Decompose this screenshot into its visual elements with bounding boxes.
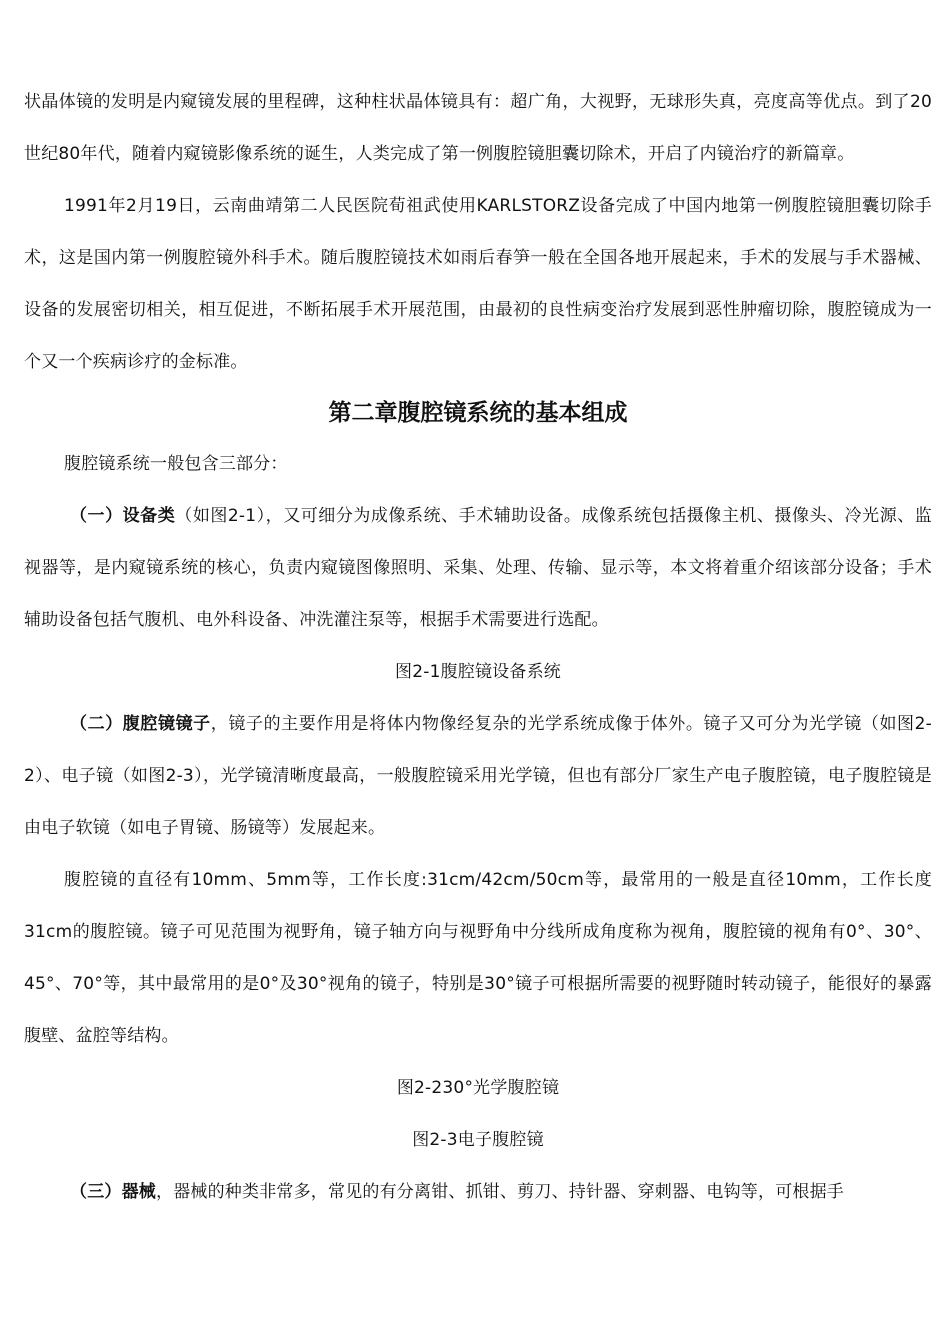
document-page (24, 76, 932, 1218)
paragraph-intro-continued: 状晶体镜的发明是内窥镜发展的里程碑，这种柱状晶体镜具有：超广角，大视野，无球形失真，亮度高等优点。到了20世纪80年代，随着内窥镜影像系统的诞生，人类完成了第一例腹腔镜胆囊切除术，开启了内镜治疗的新篇章。 (24, 92, 932, 164)
equipment-lead: （一）设备类 (70, 506, 176, 526)
laparoscope-text: ，镜子的主要作用是将体内物像经复杂的光学系统成像于体外。镜子又可分为光学镜（如图2-2）、电子镜（如图2-3），光学镜清晰度最高，一般腹腔镜采用光学镜，但也有部分厂家生产电子腹腔镜，电子腹腔镜是由电子软镜（如电子胃镜、肠镜等）发展起来。 (24, 714, 932, 838)
paragraph-laparoscope (24, 698, 932, 854)
figure-caption-2-3: 图2-3电子腹腔镜 (412, 1130, 544, 1150)
paragraph-instruments (24, 1166, 932, 1218)
laparoscope-lead: （二）腹腔镜镜子 (70, 714, 211, 734)
figure-caption-2-1: 图2-1腹腔镜设备系统 (395, 662, 561, 682)
paragraph-system-overview: 腹腔镜系统一般包含三部分： (64, 454, 288, 474)
instruments-text: ，器械的种类非常多，常见的有分离钳、抓钳、剪刀、持针器、穿刺器、电钩等，可根据手 (156, 1182, 844, 1202)
figure-caption-2-2: 图2-230°光学腹腔镜 (396, 1078, 560, 1098)
paragraph-1991-history: 1991年2月19日，云南曲靖第二人民医院荀祖武使用KARLSTORZ设备完成了中国内地第一例腹腔镜胆囊切除手术，这是国内第一例腹腔镜外科手术。随后腹腔镜技术如雨后春笋一般在全国各地开展起来，手术的发展与手术器械、设备的发展密切相关，相互促进，不断拓展手术开展范围，由最初的良性病变治疗发展到恶性肿瘤切除，腹腔镜成为一个又一个疾病诊疗的金标准。 (24, 196, 932, 372)
paragraph-specifications: 腹腔镜的直径有10mm、5mm等，工作长度:31cm/42cm/50cm等，最常用的一般是直径10mm，工作长度31cm的腹腔镜。镜子可见范围为视野角，镜子轴方向与视野角中分线所成角度称为视角，腹腔镜的视角有0°、30°、45°、70°等，其中最常用的是0°及30°视角的镜子，特别是30°镜子可根据所需要的视野随时转动镜子，能很好的暴露腹壁、盆腔等结构。 (24, 870, 932, 1046)
chapter-title: 第二章腹腔镜系统的基本组成 (328, 400, 628, 426)
instruments-lead: （三）器械 (70, 1182, 156, 1202)
paragraph-equipment (24, 490, 932, 646)
equipment-text: （如图2-1），又可细分为成像系统、手术辅助设备。成像系统包括摄像主机、摄像头、冷光源、监视器等，是内窥镜系统的核心，负责内窥镜图像照明、采集、处理、传输、显示等，本文将着重介绍该部分设备；手术辅助设备包括气腹机、电外科设备、冲洗灌注泵等，根据手术需要进行选配。 (24, 506, 933, 630)
